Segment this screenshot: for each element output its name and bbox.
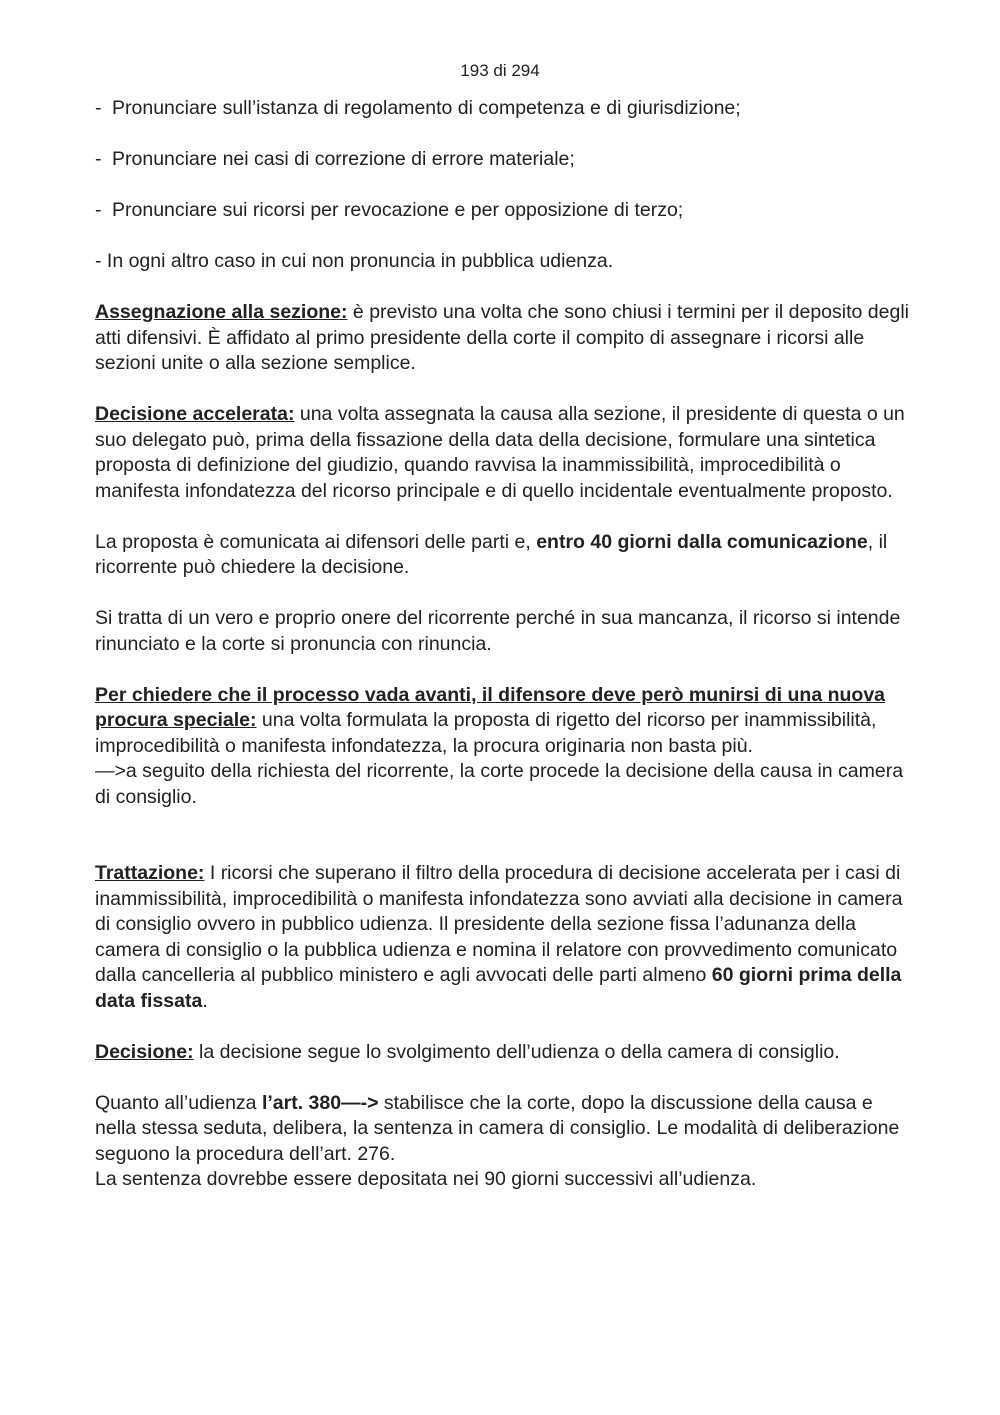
paragraph-text: , il ricorrente può chiedere la decisione. xyxy=(95,530,888,578)
section-heading-procura: Per chiedere che il processo vada avanti, il difensore deve però munirsi di una nuova procura speciale: xyxy=(95,683,886,731)
paragraph-decisione xyxy=(95,1040,915,1066)
paragraph-procura xyxy=(95,683,915,760)
section-heading-decisione-accelerata: Decisione accelerata: xyxy=(95,403,295,425)
section-heading-decisione: Decisione: xyxy=(95,1040,194,1063)
bullet-dash: - xyxy=(95,199,102,221)
paragraph-text: la decisione segue lo svolgimento dell’udienza o della camera di consiglio. xyxy=(193,1040,840,1063)
list-item-text: Pronunciare sull’istanza di regolamento di competenza e di giurisdizione; xyxy=(112,97,741,119)
paragraph-text: Quanto all’udienza xyxy=(95,1091,262,1114)
paragraph-onere: Si tratta di un vero e proprio onere del ricorrente perché in sua mancanza, il ricorso si intende rinunciato e la corte si pronuncia con rinuncia. xyxy=(95,607,901,655)
bold-text: l’art. 380—-> xyxy=(261,1091,379,1114)
paragraph-udienza xyxy=(95,1091,915,1168)
page-number: 193 di 294 xyxy=(460,61,540,80)
paragraph-proposta xyxy=(95,530,915,581)
paragraph-text: I ricorsi che superano il filtro della procedura di decisione accelerata per i casi di inammissibilità, improcedibilità o manifesta infondatezza sono avviati alla decisione in camera di consiglio ovvero in pubblico udienza. Il presidente della sezione fissa l’adunanza della camera di consiglio o la pubblica udienza e nomina il relatore con provvedimento comunicato dalla cancelleria al pubblico ministero e agli avvocati delle parti almeno xyxy=(95,862,903,986)
list-item xyxy=(95,147,915,173)
section-heading-assegnazione: Assegnazione alla sezione: xyxy=(95,301,348,323)
list-item xyxy=(95,96,915,122)
list-item-text: Pronunciare sui ricorsi per revocazione e per opposizione di terzo; xyxy=(112,199,684,221)
paragraph-text: è previsto una volta che sono chiusi i termini per il deposito degli atti difensivi. È affidato al primo presidente della corte il compito di assegnare i ricorsi alle sezioni unite o alla sezione semplice. xyxy=(95,301,909,374)
paragraph-text: una volta assegnata la causa alla sezione, il presidente di questa o un suo delegato può, prima della fissazione della data della decisione, formulare una sintetica proposta di definizione del giudizio, quando ravvisa la inammissibilità, improcedibilità o manifesta infondatezza del ricorso principale e di quello incidentale eventualmente proposto. xyxy=(95,403,905,502)
bold-text: entro 40 giorni dalla comunicazione xyxy=(536,530,868,553)
list-item: - In ogni altro caso in cui non pronuncia in pubblica udienza. xyxy=(95,250,614,272)
document-body xyxy=(95,96,915,1193)
bullet-dash: - xyxy=(95,97,102,119)
paragraph-seguito: —>a seguito della richiesta del ricorrente, la corte procede la decisione della causa in camera di consiglio. xyxy=(95,760,904,808)
paragraph-deposito: La sentenza dovrebbe essere depositata nei 90 giorni successivi all’udienza. xyxy=(95,1168,757,1190)
paragraph-text: La proposta è comunicata ai difensori delle parti e, xyxy=(95,530,537,553)
paragraph-assegnazione xyxy=(95,300,915,377)
list-item xyxy=(95,198,915,224)
bold-text: 60 giorni prima della data fissata xyxy=(95,964,902,1012)
paragraph-text: . xyxy=(202,989,208,1012)
list-item-text: Pronunciare nei casi di correzione di errore materiale; xyxy=(112,148,575,170)
paragraph-trattazione xyxy=(95,861,915,1014)
bullet-dash: - xyxy=(95,148,102,170)
paragraph-text: stabilisce che la corte, dopo la discussione della causa e nella stessa seduta, delibera, la sentenza in camera di consiglio. Le modalità di deliberazione seguono la procedura dell’art. 276. xyxy=(95,1091,900,1165)
paragraph-text: una volta formulata la proposta di rigetto del ricorso per inammissibilità, improcedibilità o manifesta infondatezza, la procura originaria non basta più. xyxy=(95,709,877,757)
section-heading-trattazione: Trattazione: xyxy=(95,862,205,884)
paragraph-decisione-accelerata xyxy=(95,402,915,504)
